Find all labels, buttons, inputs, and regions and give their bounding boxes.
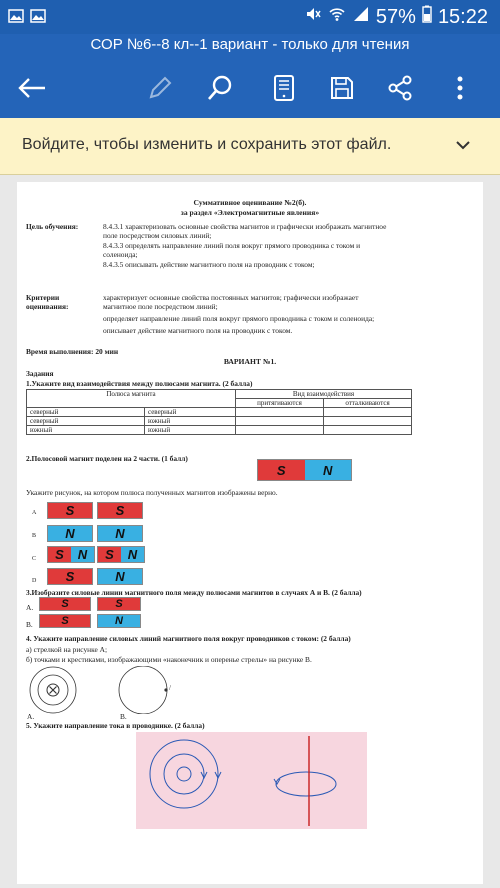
option-label: C xyxy=(32,556,37,562)
tasks-label: Задания xyxy=(26,369,54,378)
table-row xyxy=(27,426,412,435)
goal-line: поле посредством силовых линий; xyxy=(103,231,212,240)
image-icon xyxy=(30,8,46,29)
case-b-magnet-left xyxy=(39,614,91,628)
toolbar xyxy=(0,58,500,118)
conductor-figures xyxy=(27,666,177,714)
table-header-attract: притягиваются xyxy=(236,399,324,408)
criteria-line: описывает действие магнитного поля на проводник с током. xyxy=(103,326,293,335)
magnet-half xyxy=(47,568,93,585)
table-cell: южный xyxy=(145,426,236,435)
goal-line: 8.4.3.1 характеризовать основные свойства магнитов и графически изображать магнитное xyxy=(103,222,387,231)
table-cell: северный xyxy=(27,417,145,426)
goal-line: 8.4.3.5 описывать действие магнитного поля на проводник с током; xyxy=(103,260,315,269)
battery-percent: 57% xyxy=(375,5,416,28)
clock: 15:22 xyxy=(437,5,488,28)
table-cell xyxy=(236,417,324,426)
status-bar xyxy=(0,0,500,34)
pole-s: S xyxy=(98,503,142,518)
figure-b-label: В. xyxy=(120,712,127,721)
case-a-label: А. xyxy=(26,603,34,612)
banner-text: Войдите, чтобы изменить и сохранить этот файл. xyxy=(22,136,392,153)
figure-a-label: А. xyxy=(27,712,35,721)
criteria-label: оценивания: xyxy=(26,302,69,311)
more-options-button[interactable] xyxy=(442,70,478,106)
criteria-label: Критерии xyxy=(26,293,60,302)
image-icon xyxy=(8,8,24,29)
case-a-magnet-left xyxy=(39,597,91,611)
doc-heading: Суммативное оценивание №2(б). xyxy=(193,198,307,207)
pole-n: N xyxy=(48,526,92,541)
pole-n: N xyxy=(121,547,144,562)
table-cell xyxy=(324,426,412,435)
magnet-half xyxy=(97,525,143,542)
pole-s: S xyxy=(48,569,92,584)
question-4-a: а) стрелкой на рисунке А; xyxy=(26,645,108,654)
table-row xyxy=(27,417,412,426)
save-button[interactable] xyxy=(324,70,360,106)
question-2: 2.Полосовой магнит поделен на 2 части. (1 балл) xyxy=(26,454,188,463)
table-cell xyxy=(324,408,412,417)
chevron-down-icon[interactable] xyxy=(454,136,472,159)
option-label: B xyxy=(32,533,37,539)
case-b-label: В. xyxy=(26,620,33,629)
document-page[interactable] xyxy=(17,182,483,884)
question-4: 4. Укажите направление силовых линий магнитного поля вокруг проводников с током: (2 балла) xyxy=(26,634,351,643)
question-3: 3.Изобразите силовые линии магнитного поля между полюсами магнитов в случаях А и В. (2 балла) xyxy=(26,588,362,597)
pole-n: N xyxy=(98,526,142,541)
table-cell xyxy=(236,426,324,435)
case-b-magnet-right xyxy=(97,614,141,628)
search-icon xyxy=(206,74,234,102)
variant-title: ВАРИАНТ №1. xyxy=(223,357,277,366)
goal-label: Цель обучения: xyxy=(26,222,79,231)
doc-subheading: за раздел «Электромагнитные явления» xyxy=(180,208,320,217)
table-cell: северный xyxy=(145,408,236,417)
time-label: Время выполнения: 20 мин xyxy=(26,347,119,356)
criteria-line: характеризует основные свойства постоянных магнитов; графически изображает xyxy=(103,293,359,302)
table-header-poles: Полюса магнита xyxy=(27,390,236,408)
pole-n: N xyxy=(98,569,142,584)
pen-icon xyxy=(147,75,173,101)
back-button[interactable] xyxy=(14,70,50,106)
table-cell xyxy=(324,417,412,426)
mute-icon xyxy=(304,5,322,29)
search-button[interactable] xyxy=(202,70,238,106)
interaction-table xyxy=(26,389,412,435)
pole-s: S xyxy=(48,547,71,562)
back-arrow-icon xyxy=(17,76,47,100)
pole-n: N xyxy=(71,547,94,562)
battery-icon xyxy=(422,5,432,29)
pole-s: S xyxy=(258,460,305,480)
question-4-b: б) точками и крестиками, изображающими «наконечник и оперенье стрелы» на рисунке В. xyxy=(26,655,312,664)
reading-view-button[interactable] xyxy=(266,70,302,106)
pole-s: S xyxy=(98,598,140,610)
question-1: 1.Укажите вид взаимодействия между полюсами магнита. (2 балла) xyxy=(26,379,253,388)
magnet-half xyxy=(47,525,93,542)
wifi-icon xyxy=(328,5,346,29)
signal-icon xyxy=(352,5,370,29)
magnet-half xyxy=(47,546,95,563)
magnet-half xyxy=(47,502,93,519)
pole-s: S xyxy=(40,615,90,627)
question-2-sub: Укажите рисунок, на котором полюса полученных магнитов изображены верно. xyxy=(26,488,278,497)
criteria-line: определяет направление линий поля вокруг прямого проводника с током и соленоида; xyxy=(103,314,375,323)
table-header-type: Вид взаимодействия xyxy=(236,390,412,399)
save-icon xyxy=(329,75,355,101)
pole-s: S xyxy=(98,547,121,562)
table-row xyxy=(27,408,412,417)
figure-b xyxy=(119,666,171,714)
magnet-half xyxy=(97,546,145,563)
table-cell: северный xyxy=(27,408,145,417)
pole-s: S xyxy=(40,598,90,610)
goal-line: 8.4.3.3 определять направление линий поля вокруг прямого проводника с током и xyxy=(103,241,361,250)
current-direction-figure xyxy=(136,732,367,829)
figure-background xyxy=(136,732,367,829)
table-cell: южный xyxy=(27,426,145,435)
tablet-icon xyxy=(273,74,295,102)
bar-magnet xyxy=(257,459,352,481)
case-a-magnet-right xyxy=(97,597,141,611)
option-label: A xyxy=(32,510,37,516)
svg-text:/: / xyxy=(169,684,171,692)
pole-s: S xyxy=(48,503,92,518)
share-icon xyxy=(386,74,414,102)
table-header-repel: отталкиваются xyxy=(324,399,412,408)
figure-a xyxy=(30,667,76,713)
magnet-half xyxy=(97,568,143,585)
signin-banner[interactable] xyxy=(0,118,500,175)
edit-button[interactable] xyxy=(142,70,178,106)
goal-line: соленоида; xyxy=(103,250,138,259)
share-button[interactable] xyxy=(382,70,418,106)
pole-n: N xyxy=(98,615,140,627)
question-5: 5. Укажите направление тока в проводнике. (2 балла) xyxy=(26,721,205,730)
table-cell xyxy=(236,408,324,417)
more-icon xyxy=(455,74,465,102)
table-cell: южный xyxy=(145,417,236,426)
document-title: СОР №6--8 кл--1 вариант - только для чтения xyxy=(0,34,500,58)
option-label: D xyxy=(32,578,37,584)
pole-n: N xyxy=(305,460,352,480)
criteria-line: магнитное поле посредством линий; xyxy=(103,302,218,311)
magnet-half xyxy=(97,502,143,519)
